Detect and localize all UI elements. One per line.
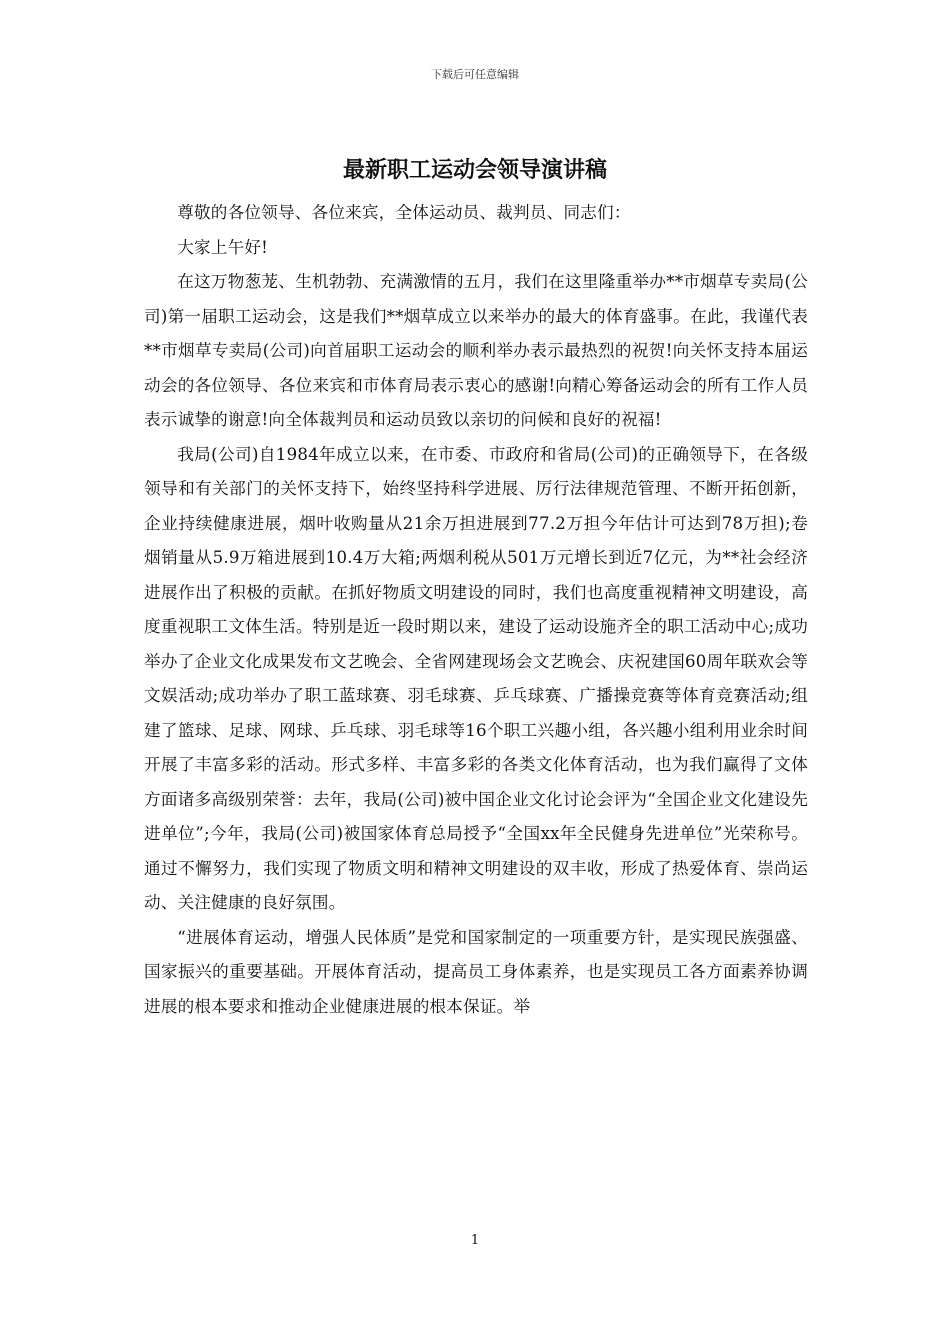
body-paragraph: “进展体育运动，增强人民体质”是党和国家制定的一项重要方针，是实现民族强盛、国家振兴的重要基础。开展体育活动，提高员工身体素养，也是实现员工各方面素养协调进展的根本要求和推动企业健康进展的根本保证。举	[144, 927, 808, 1016]
body-paragraph: 在这万物葱茏、生机勃勃、充满激情的五月，我们在这里隆重举办**市烟草专卖局(公司)第一届职工运动会，这是我们**烟草成立以来举办的最大的体育盛事。在此，我谨代表**市烟草专卖局(公司)向首届职工运动会的顺利举办表示最热烈的祝贺!向关怀支持本届运动会的各位领导、各位来宾和市体育局表示衷心的感谢!向精心筹备运动会的所有工作人员表示诚挚的谢意!向全体裁判员和运动员致以亲切的问候和良好的祝福!	[144, 272, 808, 429]
page-number: 1	[470, 1233, 480, 1248]
greeting-paragraph: 大家上午好!	[177, 237, 269, 257]
header-note: 下载后可任意编辑	[431, 68, 519, 81]
salutation-paragraph: 尊敬的各位领导、各位来宾，全体运动员、裁判员、同志们：	[177, 203, 631, 222]
document-title: 最新职工运动会领导演讲稿	[342, 157, 607, 183]
body-paragraph: 我局(公司)自1984年成立以来，在市委、市政府和省局(公司)的正确领导下，在各级领导和有关部门的关怀支持下，始终坚持科学进展、厉行法律规范管理、不断开拓创新，企业持续健康进展，烟叶收购量从21余万担进展到77.2万担今年估计可达到78万担);卷烟销量从5.9万箱进展到10.4万大箱;两烟利税从501万元增长到近7亿元，为**社会经济进展作出了积极的贡献。在抓好物质文明建设的同时，我们也高度重视精神文明建设，高度重视职工文体生活。特别是近一段时期以来，建设了运动设施齐全的职工活动中心;成功举办了企业文化成果发布文艺晚会、全省网建现场会文艺晚会、庆祝建国60周年联欢会等文娱活动;成功举办了职工蓝球赛、羽毛球赛、乒乓球赛、广播操竞赛等体育竞赛活动;组建了篮球、足球、网球、乒乓球、羽毛球等16个职工兴趣小组，各兴趣小组利用业余时间开展了丰富多彩的活动。形式多样、丰富多彩的各类文化体育活动，也为我们赢得了文体方面诸多高级别荣誉：去年，我局(公司)被中国企业文化讨论会评为“全国企业文化建设先进单位”;今年，我局(公司)被国家体育总局授予“全国xx年全民健身先进单位”光荣称号。通过不懈努力，我们实现了物质文明和精神文明建设的双丰收，形成了热爱体育、崇尚运动、关注健康的良好氛围。	[144, 444, 808, 912]
document-body	[144, 196, 808, 1024]
